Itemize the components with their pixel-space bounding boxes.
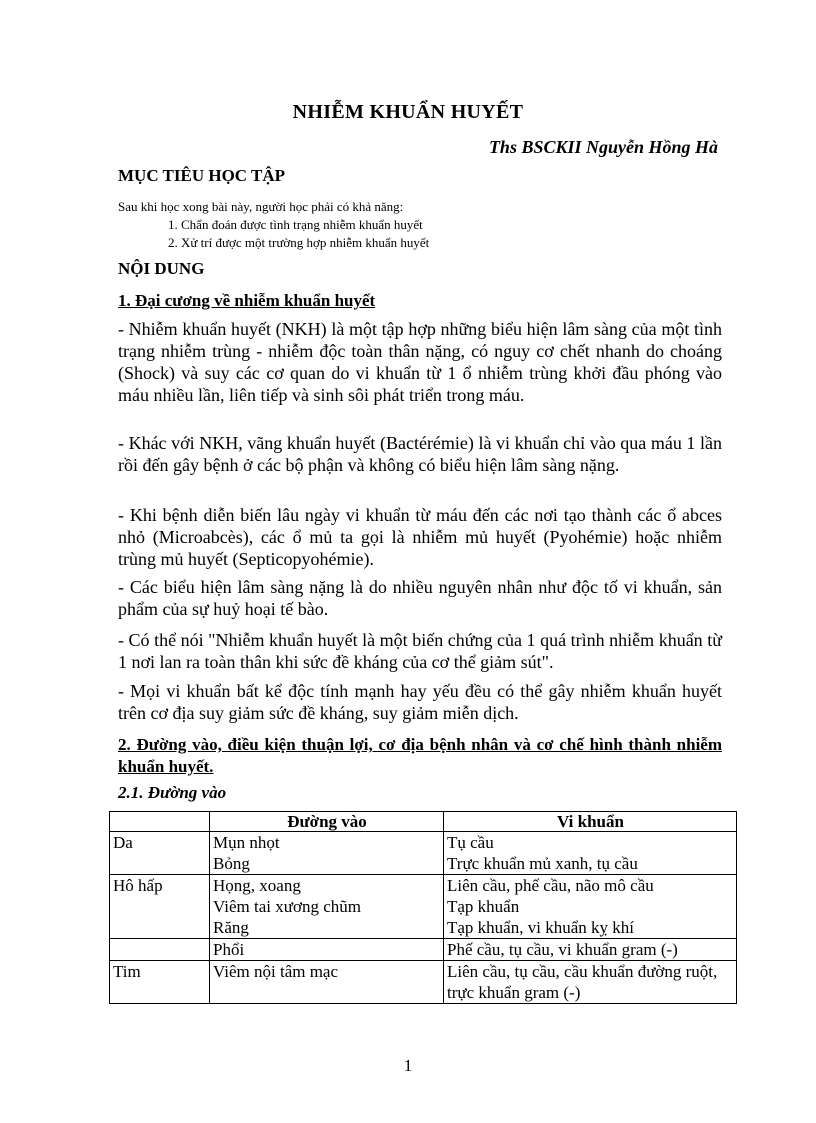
bacteria-line: Trực khuẩn mủ xanh, tụ cầu — [447, 854, 638, 873]
objectives-heading: MỤC TIÊU HỌC TẬP — [118, 166, 286, 185]
paragraph: - Khác với NKH, vãng khuẩn huyết (Bactérémie) là vi khuẩn chỉ vào qua máu 1 lần rồi đến gây bệnh ở các bộ phận và không có biểu hiện lâm sàng nặng. — [118, 433, 722, 475]
bacteria-line: Liên cầu, phế cầu, não mô cầu — [447, 876, 654, 895]
paragraph: - Có thể nói "Nhiễm khuẩn huyết là một biến chứng của 1 quá trình nhiễm khuẩn từ 1 nơi lan ra toàn thân khi sức đề kháng của cơ thể giảm sút". — [118, 630, 722, 672]
bacteria-cell — [444, 939, 737, 961]
table-row — [110, 875, 737, 939]
objectives-intro: Sau khi học xong bài này, người học phải có khả năng: — [118, 199, 404, 214]
route-cell — [210, 961, 444, 1004]
bacteria-cell — [444, 961, 737, 1004]
author-name: Ths BSCKII Nguyễn Hồng Hà — [488, 137, 718, 157]
bacteria-cell — [444, 832, 737, 875]
paragraph: - Mọi vi khuẩn bất kể độc tính mạnh hay yếu đều có thể gây nhiễm khuẩn huyết trên cơ địa suy giảm sức đề kháng, suy giảm miễn dịch. — [118, 681, 722, 723]
table-row — [110, 832, 737, 875]
route-line: Bỏng — [213, 854, 250, 873]
objective-item: 2. Xử trí được một trường hợp nhiễm khuẩn huyết — [168, 235, 430, 250]
paragraph: - Các biểu hiện lâm sàng nặng là do nhiều nguyên nhân như độc tố vi khuẩn, sản phẩm của sự huỷ hoại tế bào. — [118, 577, 722, 619]
organ-cell — [110, 939, 210, 961]
table-row — [110, 961, 737, 1004]
table-row — [110, 939, 737, 961]
bacteria-line: Phế cầu, tụ cầu, vi khuẩn gram (-) — [447, 940, 678, 959]
content-heading: NỘI DUNG — [118, 259, 205, 278]
route-cell — [210, 875, 444, 939]
route-line: Họng, xoang — [213, 876, 301, 895]
route-cell — [210, 832, 444, 875]
section-2-1-heading: 2.1. Đường vào — [118, 783, 227, 802]
route-line: Răng — [213, 918, 249, 937]
organ-cell: Hô hấp — [110, 875, 210, 939]
table-header-row — [110, 812, 737, 832]
organ-cell: Da — [110, 832, 210, 875]
bacteria-line: Tạp khuẩn, vi khuẩn kỵ khí — [447, 918, 634, 937]
bacteria-line: Tụ cầu — [447, 833, 494, 852]
section-1-heading: 1. Đại cương về nhiễm khuẩn huyết — [118, 291, 376, 310]
table-header-route: Đường vào — [210, 812, 444, 832]
paragraph: - Khi bệnh diễn biến lâu ngày vi khuẩn từ máu đến các nơi tạo thành các ổ abces nhỏ (Microabcès), các ổ mủ ta gọi là nhiễm mủ huyết (Pyohémie) hoặc nhiễm trùng mủ huyết (Septicopyohémie). — [118, 505, 722, 569]
entry-routes-table — [109, 811, 737, 1004]
paragraph: - Nhiễm khuẩn huyết (NKH) là một tập hợp những biểu hiện lâm sàng của một tình trạng nhiễm trùng - nhiễm độc toàn thân nặng, có nguy cơ chết nhanh do choáng (Shock) và suy các cơ quan do vi khuẩn từ 1 ổ nhiễm trùng khởi đầu phóng vào máu nhiều lần, liên tiếp và sinh sôi phát triển trong máu. — [118, 319, 722, 405]
bacteria-line: Liên cầu, tụ cầu, cầu khuẩn đường ruột, trực khuẩn gram (-) — [447, 962, 718, 1002]
route-line: Viêm nội tâm mạc — [213, 962, 339, 981]
route-line: Phổi — [213, 940, 245, 959]
route-line: Viêm tai xương chũm — [213, 897, 361, 916]
section-2-heading: 2. Đường vào, điều kiện thuận lợi, cơ địa bệnh nhân và cơ chế hình thành nhiễm khuẩn huyết. — [118, 735, 722, 776]
bacteria-cell — [444, 875, 737, 939]
route-line: Mụn nhọt — [213, 833, 280, 852]
bacteria-line: Tạp khuẩn — [447, 897, 520, 916]
document-title: NHIỄM KHUẨN HUYẾT — [292, 101, 524, 123]
table-header-bacteria: Vi khuẩn — [444, 812, 737, 832]
route-cell — [210, 939, 444, 961]
organ-cell: Tim — [110, 961, 210, 1004]
objective-item: 1. Chẩn đoán được tình trạng nhiễm khuẩn huyết — [168, 217, 423, 232]
page-number: 1 — [403, 1056, 413, 1075]
objectives-block — [118, 198, 429, 252]
table-header-organ — [110, 812, 210, 832]
